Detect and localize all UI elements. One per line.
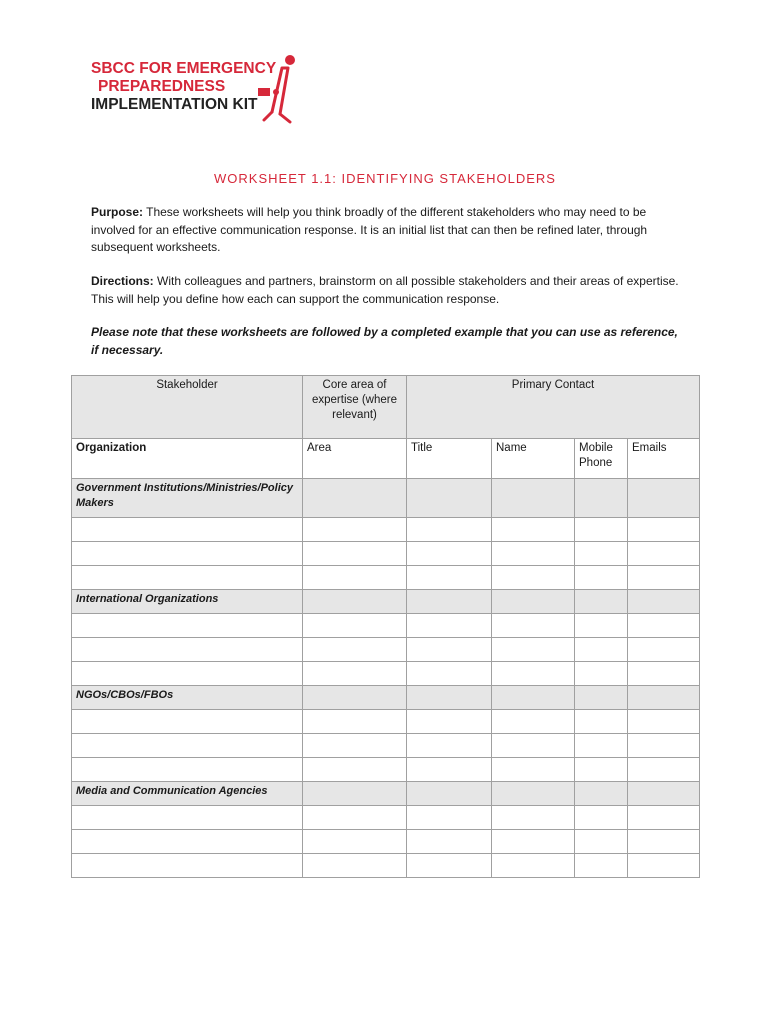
table-cell[interactable]: [303, 479, 407, 518]
table-cell[interactable]: [492, 542, 575, 566]
table-row: [72, 806, 700, 830]
table-cell[interactable]: [303, 614, 407, 638]
table-cell[interactable]: [575, 830, 628, 854]
table-cell[interactable]: [407, 710, 492, 734]
table-cell[interactable]: [492, 734, 575, 758]
table-cell[interactable]: [303, 662, 407, 686]
table-cell[interactable]: [303, 518, 407, 542]
purpose-text: These worksheets will help you think broadly of the different stakeholders who may need to be involved for an effective communication response. It is an initial list that can then be refined later, through subsequent worksheets.: [91, 205, 648, 254]
table-row: [72, 854, 700, 878]
table-cell[interactable]: [575, 518, 628, 542]
table-cell[interactable]: [72, 830, 303, 854]
directions-paragraph: [91, 273, 681, 308]
table-cell[interactable]: [72, 662, 303, 686]
table-cell[interactable]: [303, 542, 407, 566]
table-cell[interactable]: [575, 734, 628, 758]
purpose-paragraph: [91, 204, 681, 257]
table-cell[interactable]: [575, 542, 628, 566]
table-row: [72, 638, 700, 662]
table-cell[interactable]: [628, 590, 700, 614]
table-cell[interactable]: [575, 710, 628, 734]
table-cell[interactable]: [575, 806, 628, 830]
table-cell[interactable]: [628, 542, 700, 566]
table-cell[interactable]: [492, 758, 575, 782]
section-row: [72, 590, 700, 614]
table-row: [72, 662, 700, 686]
table-cell[interactable]: [407, 479, 492, 518]
table-cell[interactable]: [303, 638, 407, 662]
table-cell[interactable]: [492, 518, 575, 542]
table-cell[interactable]: [492, 566, 575, 590]
table-cell[interactable]: [628, 662, 700, 686]
table-cell[interactable]: [628, 710, 700, 734]
table-cell[interactable]: [72, 614, 303, 638]
organization-header: Organization: [72, 439, 303, 479]
table-cell[interactable]: [303, 686, 407, 710]
table-row: [72, 566, 700, 590]
kit-logo: [88, 52, 318, 132]
section-media: Media and Communication Agencies: [72, 782, 303, 806]
table-row: [72, 734, 700, 758]
table-cell[interactable]: [492, 854, 575, 878]
table-cell[interactable]: [575, 686, 628, 710]
table-cell[interactable]: [492, 662, 575, 686]
primary-contact-header: Primary Contact: [407, 376, 700, 439]
table-cell[interactable]: [575, 638, 628, 662]
table-cell[interactable]: [628, 758, 700, 782]
table-cell[interactable]: [628, 806, 700, 830]
table-row: [72, 614, 700, 638]
table-cell[interactable]: [575, 590, 628, 614]
logo-line-1: SBCC FOR EMERGENCY: [91, 60, 277, 77]
table-cell[interactable]: [628, 479, 700, 518]
section-government: Government Institutions/Ministries/Policy Makers: [72, 479, 303, 518]
emails-header: Emails: [628, 439, 700, 479]
table-cell[interactable]: [575, 758, 628, 782]
table-cell[interactable]: [407, 782, 492, 806]
table-cell[interactable]: [303, 590, 407, 614]
area-header: Area: [303, 439, 407, 479]
table-row: [72, 518, 700, 542]
name-header: Name: [492, 439, 575, 479]
table-cell[interactable]: [575, 614, 628, 638]
table-row: [72, 710, 700, 734]
table-cell[interactable]: [303, 854, 407, 878]
section-row: [72, 479, 700, 518]
purpose-label: Purpose:: [91, 205, 144, 219]
table-subheader-row: [72, 439, 700, 479]
table-cell[interactable]: [303, 734, 407, 758]
table-cell[interactable]: [492, 830, 575, 854]
table-cell[interactable]: [407, 566, 492, 590]
section-row: [72, 782, 700, 806]
table-cell[interactable]: [628, 782, 700, 806]
table-cell[interactable]: [407, 854, 492, 878]
table-cell[interactable]: [628, 686, 700, 710]
table-cell[interactable]: [407, 590, 492, 614]
table-cell[interactable]: [407, 734, 492, 758]
table-cell[interactable]: [492, 590, 575, 614]
table-row: [72, 542, 700, 566]
directions-text: With colleagues and partners, brainstorm on all possible stakeholders and their areas of expertise. This will help you define how each can support the communication response.: [91, 274, 679, 306]
table-cell[interactable]: [72, 758, 303, 782]
table-cell[interactable]: [303, 782, 407, 806]
table-cell[interactable]: [303, 806, 407, 830]
section-ngos: NGOs/CBOs/FBOs: [72, 686, 303, 710]
table-cell[interactable]: [575, 566, 628, 590]
table-cell[interactable]: [407, 830, 492, 854]
table-cell[interactable]: [575, 662, 628, 686]
table-cell[interactable]: [72, 542, 303, 566]
table-cell[interactable]: [628, 614, 700, 638]
logo-line-3: IMPLEMENTATION KIT: [91, 96, 258, 113]
core-area-header: Core area of expertise (where relevant): [303, 376, 407, 439]
stakeholder-table: [71, 375, 700, 878]
table-cell[interactable]: [72, 806, 303, 830]
table-cell[interactable]: [492, 686, 575, 710]
table-cell[interactable]: [72, 566, 303, 590]
note-paragraph: Please note that these worksheets are followed by a completed example that you can use as reference, if necessary.: [91, 325, 678, 357]
table-cell[interactable]: [72, 638, 303, 662]
table-cell[interactable]: [492, 782, 575, 806]
worksheet-title: WORKSHEET 1.1: IDENTIFYING STAKEHOLDERS: [214, 171, 556, 186]
table-cell[interactable]: [303, 710, 407, 734]
table-cell[interactable]: [492, 479, 575, 518]
table-cell[interactable]: [407, 542, 492, 566]
section-international: International Organizations: [72, 590, 303, 614]
table-cell[interactable]: [72, 518, 303, 542]
table-cell[interactable]: [628, 566, 700, 590]
table-cell[interactable]: [575, 854, 628, 878]
table-cell[interactable]: [407, 662, 492, 686]
table-cell[interactable]: [72, 710, 303, 734]
section-row: [72, 686, 700, 710]
table-cell[interactable]: [628, 830, 700, 854]
table-cell[interactable]: [72, 734, 303, 758]
table-cell[interactable]: [407, 806, 492, 830]
table-cell[interactable]: [407, 758, 492, 782]
stakeholder-header: Stakeholder: [72, 376, 303, 439]
directions-label: Directions:: [91, 274, 154, 288]
table-cell[interactable]: [628, 734, 700, 758]
table-cell[interactable]: [303, 566, 407, 590]
table-cell[interactable]: [492, 614, 575, 638]
table-cell[interactable]: [303, 758, 407, 782]
title-header: Title: [407, 439, 492, 479]
table-cell[interactable]: [492, 806, 575, 830]
logo-line-2: PREPAREDNESS: [98, 78, 226, 95]
table-header-row: [72, 376, 700, 439]
table-cell[interactable]: [628, 518, 700, 542]
table-cell[interactable]: [492, 710, 575, 734]
table-cell[interactable]: [628, 638, 700, 662]
table-cell[interactable]: [492, 638, 575, 662]
table-cell[interactable]: [407, 518, 492, 542]
mobile-header: Mobile Phone: [575, 439, 628, 479]
table-cell[interactable]: [407, 686, 492, 710]
table-cell[interactable]: [628, 854, 700, 878]
table-cell[interactable]: [303, 830, 407, 854]
table-cell[interactable]: [407, 638, 492, 662]
table-cell[interactable]: [407, 614, 492, 638]
megaphone-figure-icon: [258, 52, 303, 127]
table-row: [72, 830, 700, 854]
table-cell[interactable]: [575, 479, 628, 518]
table-cell[interactable]: [575, 782, 628, 806]
table-row: [72, 758, 700, 782]
table-cell[interactable]: [72, 854, 303, 878]
